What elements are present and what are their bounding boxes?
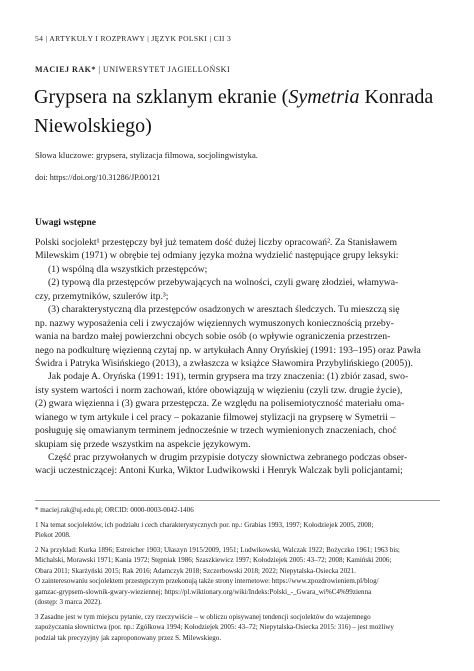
body-line: skupiam się przede wszystkim na aspekcie językowym. (35, 438, 251, 450)
body-line: isty system wartości i norm zachowań, które obowiązują w więzieniu (czyli tzw. drugie życie), (35, 384, 403, 396)
footnote-line: Michalski, Morawski 1971; Kania 1972; Stępniak 1986; Szaszkiewicz 1997; Kołodziejek 2005: 43–72; 2008; Kamiński 2006; (35, 556, 392, 564)
footnote-line[interactable]: gamzac-grypsem-slownik-gwary-wieziennej; https://pl.wiktionary.org/wiki/Indeks:Polski_-_Gwara_wi%C4%99zienna (35, 587, 372, 596)
body-line: (1) wspólną dla wszystkich przestępców; (48, 263, 208, 275)
title-italic: Symetria (288, 86, 360, 108)
footnote-line: Obara 2011; Skarżyński 2015; Rak 2016; Adamczyk 2018; Szczerbowski 2018; 2022; Niepytalska-Osiecka 2021. (35, 566, 356, 575)
footnote-line: (dostęp: 3 marca 2022). (35, 598, 102, 606)
body-line: np. nazwy wyposażenia celi i zwyczajów więziennych wymuszonych koniecznością przeby- (35, 317, 394, 329)
doi-link[interactable]: doi: https://doi.org/10.31286/JP.00121 (35, 173, 161, 182)
body-line: Jak podaje A. Oryńska (1991: 191), termin grypsera ma trzy znaczenia: (1) zbiór zasad, swo- (48, 371, 409, 383)
body-line: nego na podkulturę więzienną czytaj np. w artykułach Anny Oryńskiej (1991: 193–195) oraz Pawła (35, 344, 421, 356)
body-line: wacji uczestniczącej: Antoni Kurka, Wiktor Ludwikowski i Henryk Walczak byli policjantami; (35, 465, 403, 477)
body-line: Świdra i Patryka Wisińskiego (2013), a zwłaszcza w książce Sławomira Przybylińskiego (2005)). (35, 357, 413, 369)
author-line (35, 65, 230, 74)
footnote-line: podział tak precyzyjny jak zaproponowany przez S. Milewskiego. (35, 633, 222, 642)
keywords: Słowa kluczowe: grypsera, stylizacja filmowa, socjolingwistyka. (35, 150, 258, 160)
body-line: wania na bardzo małej powierzchni obcych sobie osób (o wpływie ograniczenia przestrzen- (35, 331, 391, 343)
footnote-line: Piekot 2008. (35, 531, 71, 539)
body-text (35, 236, 440, 478)
footnote-line: zapożyczania słownictwa (por. np.: Zgółkowa 1994; Kołodziejek 2005: 43–72; Niepytalska-Osiecka 2015: 316) – jest możliwy (35, 623, 394, 631)
footnote-divider (35, 500, 440, 501)
footnote-line: * maciej.rak@uj.edu.pl; ORCID: 0000-0003-0042-1406 (35, 506, 194, 514)
section-heading: Uwagi wstępne (35, 218, 96, 228)
footnote-line: 3 Zasadne jest w tym miejscu pytanie, czy rzeczywiście – w obliczu opisywanej tendencji socjolektów do wzajemnego (35, 612, 371, 621)
body-line: (3) charakterystyczną dla przestępców osadzonych w aresztach śledczych. Tu mieszczą się (48, 304, 400, 316)
body-line: (2) typową dla przestępców przebywających na wolności, czyli gwarę złodziei, włamywa- (48, 277, 399, 289)
article-title (34, 83, 444, 141)
body-line: posługuję się omawianym terminem jednocześnie w trzech wymienionych znaczeniach, choć (35, 425, 397, 437)
footnote-line[interactable]: O zainteresowaniu socjolektem przestępczym przekonują także strony internetowe: https://www.zpozdrowieniem.pl/blog/ (35, 577, 379, 585)
body-line: Część prac przywołanych w drugim przypisie dotyczy słownictwa zebranego podczas obser- (48, 452, 408, 463)
body-line: Milewskim (1971) w obrębie tej odmiany języka można wydzielić następujące grupy leksyki: (35, 250, 399, 262)
body-line: Polski socjolekt¹ przestępczy był już tematem dość dużej liczby opracowań². Za Stanisławem (35, 237, 397, 248)
title-part2: Konrada Niewolskiego) (34, 86, 434, 137)
body-line: (2) gwara więzienna i (3) gwara przestępcza. Ze względu na polisemiotyczność materiału oma- (35, 398, 405, 410)
author-affiliation: | UNIWERSYTET JAGIELLOŃSKI (98, 65, 231, 74)
footnote-line: 2 Na przykład: Kurka 1896; Estreicher 1903; Ułaszyn 1915/2009, 1951; Ludwikowski, Walczak 1922; Bożyczko 1961; 1963 bis; (35, 545, 400, 554)
footnote-line: 1 Na temat socjolektów, ich podziału i cech charakterystycznych por. np.: Grabias 1993, 1997; Kołodziejek 2005, 2008; (35, 520, 374, 529)
title-part1: Grypsera na szklanym ekranie ( (34, 86, 289, 108)
body-line: wianego w tym artykule i cel pracy – pokazanie filmowej stylizacji na grypserę w Symetrii – (35, 411, 396, 423)
author-name: MACIEJ RAK* (35, 65, 96, 74)
footnotes (35, 505, 440, 643)
body-line: czy, przemytników, szulerów itp.³; (35, 290, 169, 302)
running-head: 54 | ARTYKUŁY I ROZPRAWY | JĘZYK POLSKI | CII 3 (35, 34, 232, 43)
